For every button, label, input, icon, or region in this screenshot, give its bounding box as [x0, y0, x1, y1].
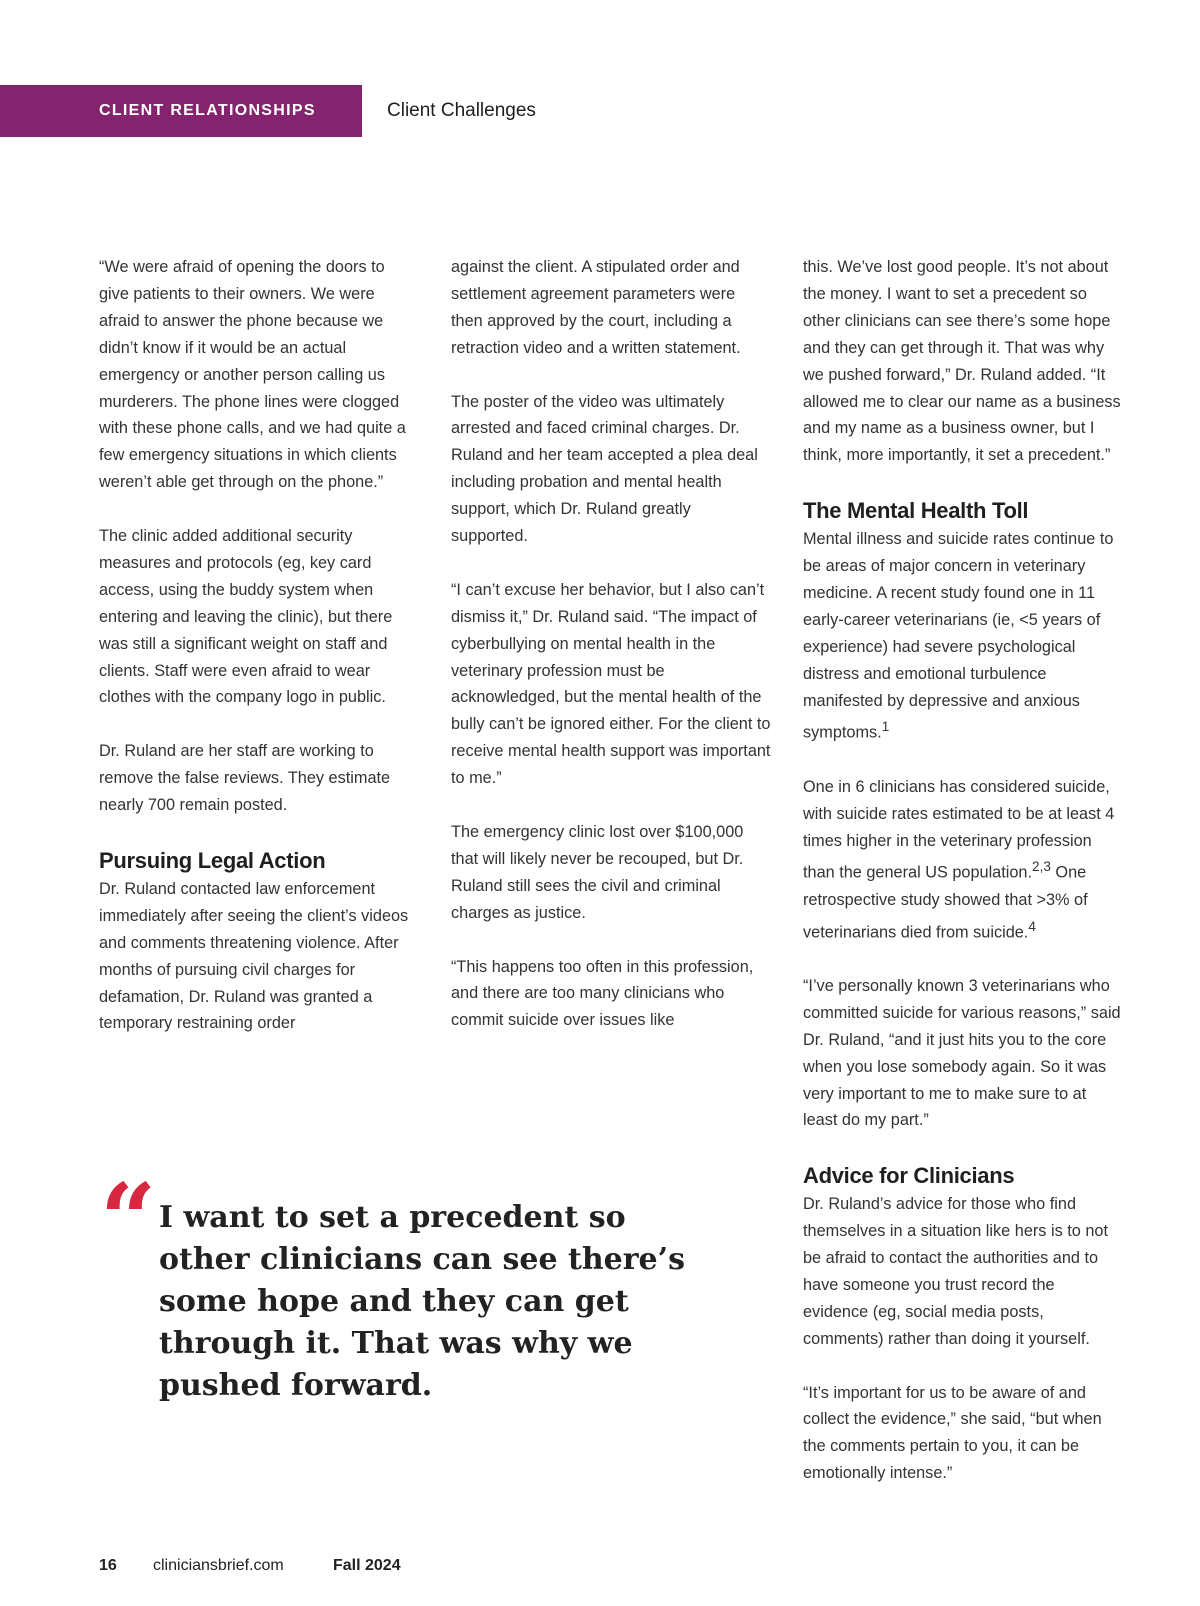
- citation-ref: 1: [881, 719, 890, 735]
- citation-ref: 2,3: [1032, 859, 1051, 875]
- paragraph: [803, 774, 1123, 946]
- citation-ref: 4: [1028, 918, 1036, 934]
- paragraph-text: Mental illness and suicide rates continue to be areas of major concern in veterinary medicine. A recent study found one in 11 early-career veterinarians (ie, <5 years of experience) had severe psychological distress and emotional turbulence manifested by depressive and anxious symptoms.: [803, 530, 1114, 742]
- section-heading: Pursuing Legal Action: [99, 847, 326, 873]
- paragraph: [803, 526, 1123, 747]
- subsection-label: Client Challenges: [387, 100, 536, 121]
- section-heading: The Mental Health Toll: [803, 498, 1029, 524]
- paragraph: Dr. Ruland contacted law enforcement immediately after seeing the client’s videos and comments threatening violence. After months of pursuing civil charges for defamation, Dr. Ruland was granted a temporary restraining order: [99, 879, 409, 1033]
- article-column-3: [803, 254, 1123, 1514]
- article-column-2: [451, 254, 771, 1061]
- paragraph: “We were afraid of opening the doors to give patients to their owners. We were afraid to answer the phone because we didn’t know if it would be an actual emergency or another person calling us murderers. The phone lines were clogged with these phone calls, and we had quite a few emergency situations in which clients weren’t able get through on the phone.”: [99, 258, 406, 492]
- section-heading: Advice for Clinicians: [803, 1163, 1015, 1189]
- paragraph: Dr. Ruland’s advice for those who find themselves in a situation like hers is to not be afraid to contact the authorities and to have someone you trust record the evidence (eg, social media posts, comments) rather than doing it yourself.: [803, 1195, 1108, 1348]
- paragraph: against the client. A stipulated order and settlement agreement parameters were then approved by the court, including a retraction video and a written statement.: [451, 258, 741, 357]
- section-label: CLIENT RELATIONSHIPS: [99, 102, 316, 119]
- issue-label: Fall 2024: [333, 1557, 401, 1574]
- paragraph: Dr. Ruland are her staff are working to remove the false reviews. They estimate nearly 700 remain posted.: [99, 742, 391, 815]
- paragraph: “I’ve personally known 3 veterinarians who committed suicide for various reasons,” said Dr. Ruland, “and it just hits you to the core when you lose somebody again. So it was very important to me to make sure to at least do my part.”: [803, 976, 1121, 1130]
- paragraph-text: One retrospective study showed that >3% of veterinarians died from suicide.: [803, 863, 1088, 942]
- article-column-1: [99, 254, 419, 1064]
- quote-mark-icon: “: [100, 1163, 157, 1278]
- site-url: cliniciansbrief.com: [153, 1557, 284, 1574]
- paragraph: The clinic added additional security measures and protocols (eg, key card access, using the buddy system when entering and leaving the clinic), but there was still a significant weight on staff and clients. Staff were even afraid to wear clothes with the company logo in public.: [99, 527, 393, 707]
- paragraph: “I can’t excuse her behavior, but I also can’t dismiss it,” Dr. Ruland said. “The impact of cyberbullying on mental health in the veterinary profession must be acknowledged, but the mental health of the bully can’t be ignored either. For the client to receive mental health support was important to me.”: [451, 580, 771, 788]
- paragraph: The emergency clinic lost over $100,000 that will likely never be recouped, but Dr. Ruland still sees the civil and criminal charges as justice.: [451, 822, 744, 922]
- paragraph-text: One in 6 clinicians has considered suicide, with suicide rates estimated to be at least 4 times higher in the veterinary profession than the general US population.: [803, 777, 1115, 882]
- paragraph: this. We’ve lost good people. It’s not about the money. I want to set a precedent so other clinicians can see there’s some hope and they can get through it. That was why we pushed forward,” Dr. Ruland added. “It allowed me to clear our name as a business and my name as a business owner, but I think, more importantly, it set a precedent.”: [803, 258, 1121, 465]
- paragraph: “It’s important for us to be aware of and collect the evidence,” she said, “but when the comments pertain to you, it can be emotionally intense.”: [803, 1383, 1102, 1483]
- pull-quote: I want to set a precedent so other clinicians can see there’s some hope and they can get through it. That was why we pushed forward.: [159, 1200, 685, 1403]
- paragraph: The poster of the video was ultimately arrested and faced criminal charges. Dr. Ruland and her team accepted a plea deal including probation and mental health support, which Dr. Ruland greatly supported.: [451, 392, 758, 546]
- page-number: 16: [99, 1557, 117, 1574]
- paragraph: “This happens too often in this profession, and there are too many clinicians who commit suicide over issues like: [451, 957, 754, 1030]
